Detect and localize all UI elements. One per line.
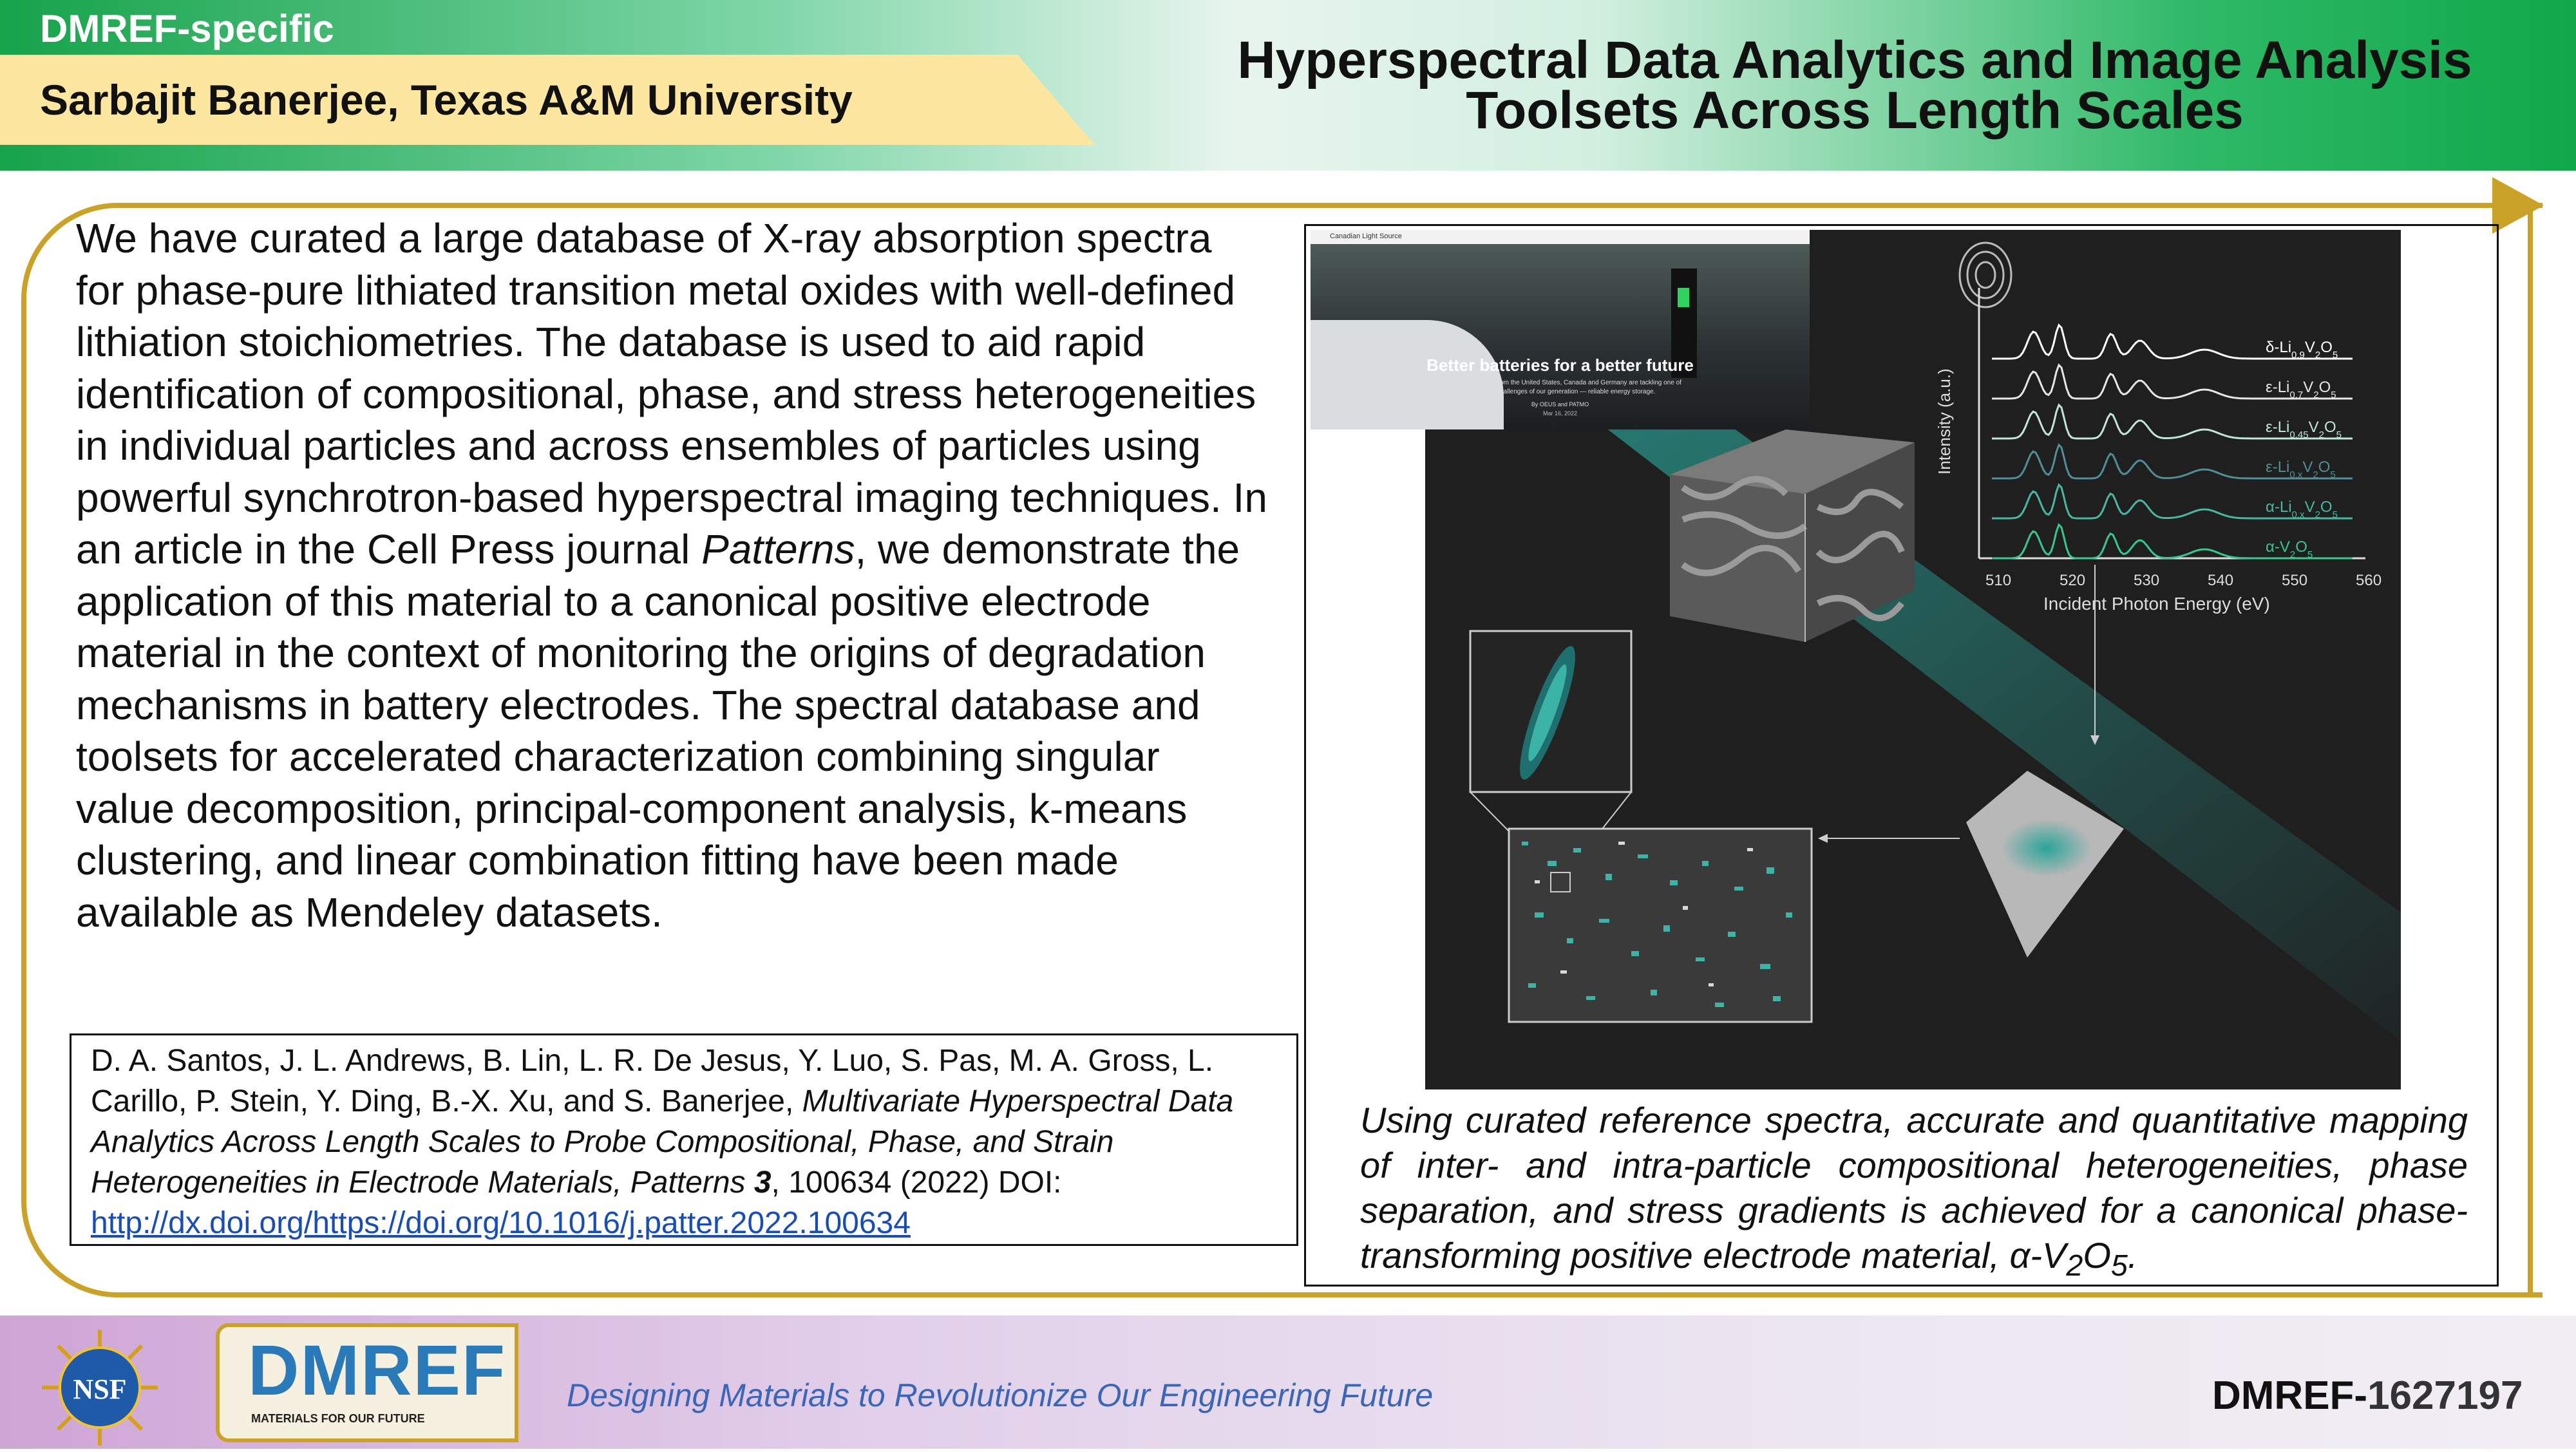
spectrum-label-6: $\alpha-V_2O_5$ (2266, 538, 2313, 560)
nsf-logo (39, 1326, 161, 1449)
award-number (2212, 1373, 2523, 1419)
spectrum-label-2: $\varepsilon-Li_{0.7}V_2O_5$ (2266, 379, 2336, 401)
citation-volume: 3 (753, 1165, 772, 1200)
news-inset-site: Canadian Light Source (1330, 232, 1402, 240)
xtick-530: 530 (2134, 572, 2160, 589)
citation-rest: , 100634 (2022) DOI: (771, 1165, 1062, 1200)
journal-name: Patterns (701, 526, 855, 572)
dmref-logo (216, 1323, 525, 1449)
news-inset-headline: Better batteries for a better future (1426, 355, 1694, 375)
spectra-xticks (1985, 572, 2382, 589)
spectrum-label-4: $\varepsilon-Li_{0.x}V_2O_5$ (2266, 458, 2336, 480)
citation-authors: D. A. Santos, J. L. Andrews, B. Lin, L. R. De Jesus, Y. Luo, S. Pas, M. A. Gross, L. Carillo, P. Stein, Y. Ding, B.-X. Xu, and S. Banerjee, (91, 1044, 1214, 1118)
tagline: Designing Materials to Revolutionize Our Engineering Future (567, 1377, 1434, 1413)
award-digits: 1627197 (2367, 1373, 2523, 1418)
dmref-logo-text: DMREF (248, 1331, 507, 1410)
slide-title-line2: Toolsets Across Length Scales (1466, 81, 2244, 140)
xtick-560: 560 (2356, 572, 2382, 589)
fingerprint-icon (1960, 243, 2011, 307)
news-inset-body2: the largest challenges of our generation — reliable energy storage. (1464, 388, 1656, 395)
summary-para2: , we demonstrate the application of this material to a canonical positive electrode material in the context of monitoring the origins of degradation mechanisms in battery electrodes. The spectral database and toolsets for accelerated characterization combining singular value decomposition, principal-component analysis, k-means clustering, and linear combination fitting have been made available as Mendeley datasets. (76, 526, 1240, 936)
citation-box (70, 1033, 1298, 1246)
caption-sub2: 5 (2110, 1249, 2128, 1283)
xtick-520: 520 (2060, 572, 2086, 589)
spectra-xlabel: Incident Photon Energy (eV) (2043, 594, 2270, 614)
program-tag: DMREF-specific (40, 7, 334, 50)
caption-end: . (2127, 1235, 2138, 1276)
xtick-510: 510 (1985, 572, 2012, 589)
news-inset (1311, 230, 1810, 429)
pi-name: Sarbajit Banerjee, Texas A&M University (40, 76, 853, 124)
spectrum-label-3: $\varepsilon-Li_{0.45}V_2O_5$ (2266, 419, 2342, 440)
slide-title-line1: Hyperspectral Data Analytics and Image Analysis (1237, 31, 2472, 90)
spectrum-label-5: $\alpha-Li_{0.x}V_2O_5$ (2266, 498, 2338, 520)
xtick-550: 550 (2282, 572, 2308, 589)
content-frame-right-edge (2528, 203, 2533, 1297)
xtick-540: 540 (2208, 572, 2234, 589)
news-inset-byline: By OEUS and PATMO (1531, 401, 1589, 408)
figure-image (1330, 230, 2401, 1089)
news-inset-date: Mar 16, 2022 (1542, 410, 1578, 417)
dmref-logo-sub: MATERIALS FOR OUR FUTURE (251, 1412, 425, 1425)
frame-arrow-icon (2492, 177, 2544, 234)
figure-caption (1360, 1098, 2468, 1288)
ensemble-map (1509, 829, 1812, 1022)
nsf-logo-text: NSF (73, 1373, 127, 1405)
spectra-ylabel: Intensity (a.u.) (1935, 368, 1954, 475)
award-prefix: DMREF- (2212, 1373, 2368, 1418)
doi-link[interactable]: http://dx.doi.org/https://doi.org/10.1016/j.patter.2022.100634 (91, 1206, 911, 1240)
spectrum-label-1: $\delta-Li_{0.9}V_2O_5$ (2266, 339, 2338, 361)
citation-title: Multivariate Hyperspectral Data Analytics Across Length Scales to Probe Compositional, Phase, and Strain Heterogeneities in Electrode Materials, Patterns (91, 1084, 1234, 1200)
caption-mid: O (2083, 1235, 2111, 1276)
caption-sub1: 2 (2066, 1249, 2083, 1283)
summary-para1: We have curated a large database of X-ray absorption spectra for phase-pure lithiated transition metal oxides with well-defined lithiation stoichiometries. The database is used to aid rapid identification of compositional, phase, and stress heterogeneities in individual particles and across ensembles of particles using powerful synchrotron-based hyperspectral imaging techniques. In an article in the Cell Press journal (76, 215, 1267, 572)
caption-text: Using curated reference spectra, accurate and quantitative mapping of inter- and intra-particle compositional heterogeneities, phase separation, and stress gradients is achieved for a canonical phase-transforming positive electrode material, α-V (1360, 1100, 2468, 1276)
spectra-legend (2266, 339, 2342, 560)
news-inset-body1: A team of scientists from the United States, Canada and Germany are tackling one of (1439, 379, 1681, 386)
slide-title (1146, 31, 2563, 140)
summary-text (76, 212, 1267, 938)
